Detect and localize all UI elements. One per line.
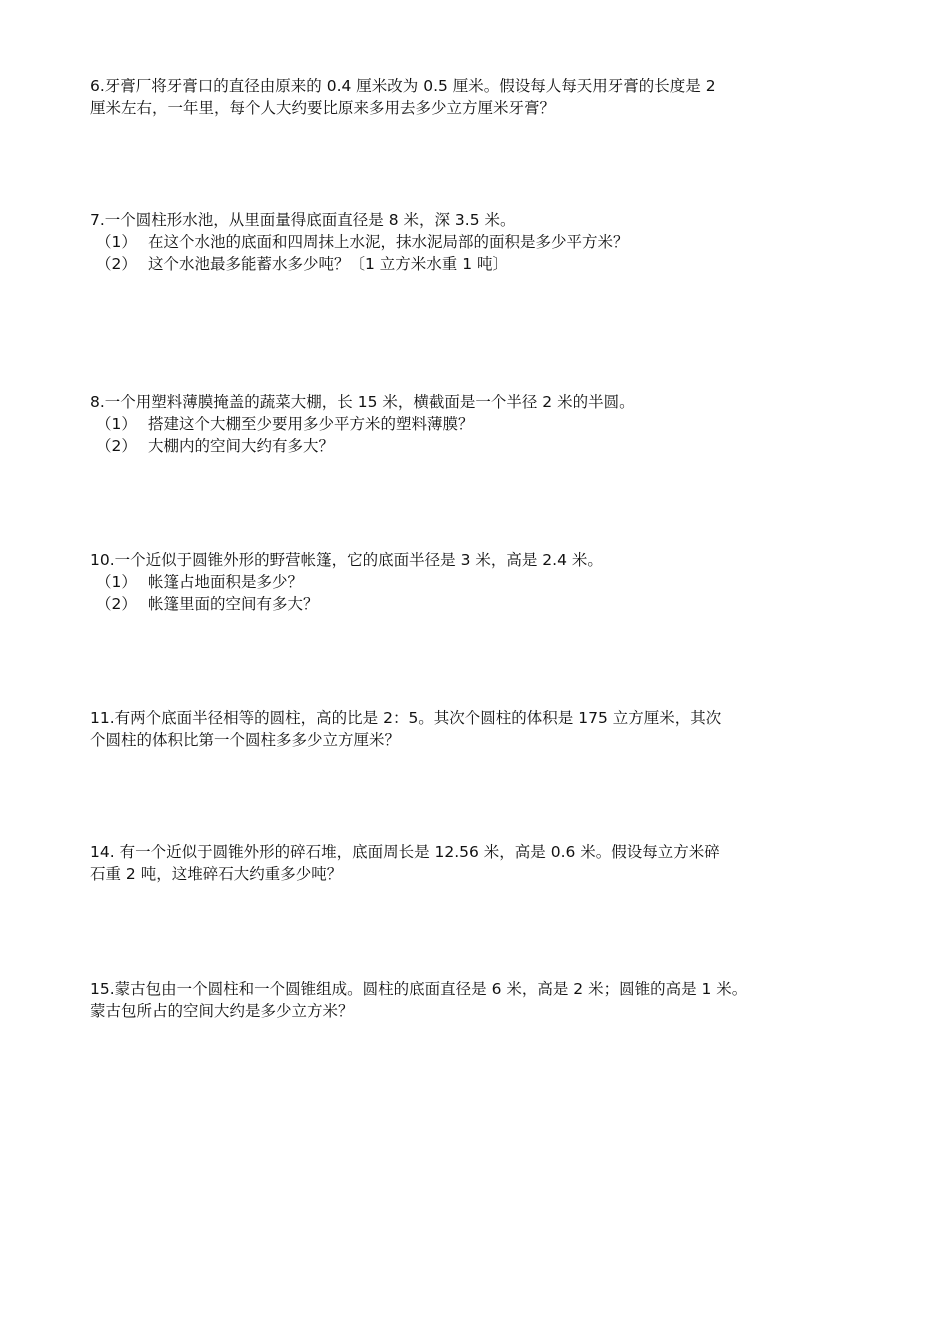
sub-number: （2） <box>96 437 137 455</box>
problem-11 <box>90 707 870 751</box>
problem-10 <box>90 549 870 615</box>
problem-8-sub-1 <box>90 413 870 435</box>
problem-14-line-1: 14. 有一个近似于圆锥外形的碎石堆，底面周长是 12.56 米，高是 0.6 米。假设每立方米碎 <box>90 843 720 861</box>
problem-6-line-2: 厘米左右，一年里，每个人大约要比原来多用去多少立方厘米牙膏？ <box>90 99 556 117</box>
problem-11-line-2: 个圆柱的体积比第一个圆柱多多少立方厘米？ <box>90 731 401 749</box>
sub-number: （1） <box>96 233 137 251</box>
sub-number: （2） <box>96 595 137 613</box>
sub-number: （1） <box>96 415 137 433</box>
problem-15-line-1: 15.蒙古包由一个圆柱和一个圆锥组成。圆柱的底面直径是 6 米，高是 2 米；圆锥的高是 1 米。 <box>90 980 748 998</box>
problem-15-line-2: 蒙古包所占的空间大约是多少立方米？ <box>90 1002 354 1020</box>
sub-text: 大棚内的空间大约有多大？ <box>148 437 335 455</box>
sub-text: 在这个水池的底面和四周抹上水泥，抹水泥局部的面积是多少平方米？ <box>148 233 629 251</box>
problem-8-sub-2 <box>90 435 870 457</box>
problem-7 <box>90 209 870 275</box>
sub-number: （2） <box>96 255 137 273</box>
problem-14-line-2: 石重 2 吨，这堆碎石大约重多少吨？ <box>90 865 343 883</box>
sub-number: （1） <box>96 573 137 591</box>
sub-text: 帐篷占地面积是多少？ <box>148 573 304 591</box>
sub-text: 帐篷里面的空间有多大？ <box>148 595 319 613</box>
problem-7-sub-1 <box>90 231 870 253</box>
problem-8 <box>90 391 870 457</box>
problem-10-sub-1 <box>90 571 870 593</box>
problem-10-line-1: 10.一个近似于圆锥外形的野营帐篷，它的底面半径是 3 米，高是 2.4 米。 <box>90 551 603 569</box>
problem-7-sub-2 <box>90 253 870 275</box>
problem-8-line-1: 8.一个用塑料薄膜掩盖的蔬菜大棚，长 15 米，横截面是一个半径 2 米的半圆。 <box>90 393 635 411</box>
sub-text: 这个水池最多能蓄水多少吨？〔1 立方米水重 1 吨〕 <box>148 255 509 273</box>
problem-6 <box>90 75 870 119</box>
sub-text: 搭建这个大棚至少要用多少平方米的塑料薄膜？ <box>148 415 474 433</box>
problem-10-sub-2 <box>90 593 870 615</box>
problem-7-line-1: 7.一个圆柱形水池，从里面量得底面直径是 8 米，深 3.5 米。 <box>90 211 516 229</box>
problem-6-line-1: 6.牙膏厂将牙膏口的直径由原来的 0.4 厘米改为 0.5 厘米。假设每人每天用牙膏的长度是 2 <box>90 77 716 95</box>
problem-11-line-1: 11.有两个底面半径相等的圆柱，高的比是 2：5。其次个圆柱的体积是 175 立方厘米，其次 <box>90 709 722 727</box>
problem-14 <box>90 841 870 885</box>
problem-15 <box>90 978 870 1022</box>
